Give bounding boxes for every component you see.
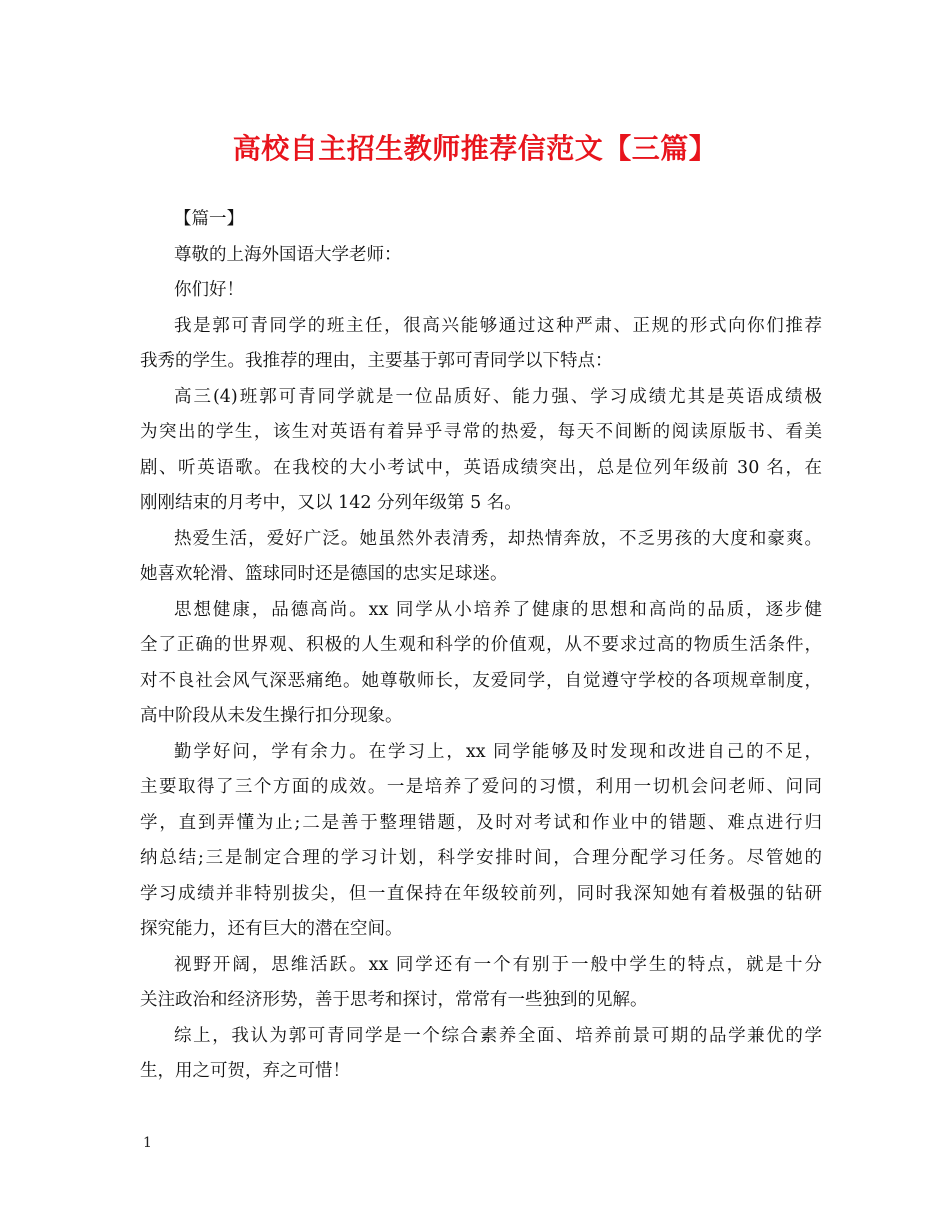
paragraph-line: 综上，我认为郭可青同学是一个综合素养全面、培养前景可期的品学兼优的学 xyxy=(174,1025,822,1046)
paragraph-line: 剧、听英语歌。在我校的大小考试中，英语成绩突出，总是位列年级前 30 名，在 xyxy=(140,457,822,478)
salutation: 尊敬的上海外国语大学老师： xyxy=(174,244,402,265)
paragraph-line: 热爱生活，爱好广泛。她虽然外表清秀，却热情奔放，不乏男孩的大度和豪爽。 xyxy=(174,528,822,549)
paragraph-line: 思想健康，品德高尚。xx 同学从小培养了健康的思想和高尚的品质，逐步健 xyxy=(174,599,822,620)
paragraph-line: 视野开阔，思维活跃。xx 同学还有一个有别于一般中学生的特点，就是十分 xyxy=(174,954,822,975)
paragraph-line: 全了正确的世界观、积极的人生观和科学的价值观，从不要求过高的物质生活条件， xyxy=(140,635,822,655)
paragraph-line: 为突出的学生，该生对英语有着异乎寻常的热爱，每天不间断的阅读原版书、看美 xyxy=(140,422,822,442)
paragraph-line: 关注政治和经济形势，善于思考和探讨，常常有一些独到的见解。 xyxy=(140,990,648,1010)
paragraph-line: 生，用之可贺，弃之可惜！ xyxy=(140,1061,350,1081)
paragraph-line: 学，直到弄懂为止;二是善于整理错题，及时对考试和作业中的错题、难点进行归 xyxy=(140,812,822,833)
paragraph-line: 勤学好问，学有余力。在学习上，xx 同学能够及时发现和改进自己的不足， xyxy=(174,741,822,762)
greeting: 你们好！ xyxy=(174,280,244,300)
document-title: 高校自主招生教师推荐信范文【三篇】 xyxy=(232,132,718,165)
page-number: 1 xyxy=(143,1135,152,1151)
paragraph-line: 我秀的学生。我推荐的理由，主要基于郭可青同学以下特点： xyxy=(140,351,613,371)
paragraph-line: 主要取得了三个方面的成效。一是培养了爱问的习惯，利用一切机会问老师、问同 xyxy=(140,777,822,797)
paragraph-line: 探究能力，还有巨大的潜在空间。 xyxy=(140,919,403,939)
section-heading: 【篇一】 xyxy=(174,209,244,229)
paragraph-line: 她喜欢轮滑、篮球同时还是德国的忠实足球迷。 xyxy=(140,564,508,584)
paragraph-line: 刚刚结束的月考中，又以 142 分列年级第 5 名。 xyxy=(140,493,522,513)
paragraph-line: 我是郭可青同学的班主任，很高兴能够通过这种严肃、正规的形式向你们推荐 xyxy=(174,315,822,336)
paragraph-line: 纳总结;三是制定合理的学习计划，科学安排时间，合理分配学习任务。尽管她的 xyxy=(140,848,822,868)
paragraph-line: 高三(4)班郭可青同学就是一位品质好、能力强、学习成绩尤其是英语成绩极 xyxy=(174,386,822,407)
paragraph-line: 高中阶段从未发生操行扣分现象。 xyxy=(140,706,403,726)
document-body xyxy=(140,202,822,1090)
paragraph-line: 对不良社会风气深恶痛绝。她尊敬师长，友爱同学，自觉遵守学校的各项规章制度， xyxy=(140,670,822,691)
paragraph-line: 学习成绩并非特别拔尖，但一直保持在年级较前列，同时我深知她有着极强的钻研 xyxy=(140,883,822,904)
